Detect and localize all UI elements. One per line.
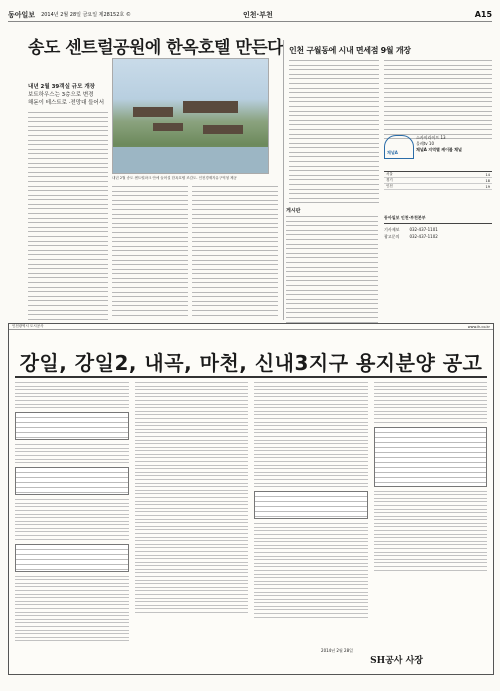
subheads	[28, 84, 110, 108]
channel-logo-label: 채널A	[387, 150, 398, 155]
main-headline: 송도 센트럴공원에 한옥호텔 만든다	[28, 38, 284, 58]
page-number: A15	[474, 10, 493, 19]
subhead-3: 해돋이 테스트로 ·전망대 들어서	[28, 100, 105, 106]
ad-column	[254, 382, 368, 644]
channel-table	[384, 171, 492, 190]
dateline: 2014년 2월 28일 금요일 제28152호 ©	[41, 12, 131, 18]
ad-column	[135, 382, 249, 644]
ad-column	[374, 382, 488, 644]
ad-top-bar	[9, 324, 493, 330]
right-article-body-1	[289, 60, 379, 207]
ad-body	[15, 382, 487, 644]
ad-table	[15, 544, 129, 572]
subhead-2: 보트하우스는 3층으로 변경	[28, 92, 94, 98]
ad-column	[15, 382, 129, 644]
ad-top-left: 인천광역시 도시공사	[12, 324, 44, 328]
ad-table	[15, 467, 129, 495]
contact-box	[384, 215, 492, 240]
table-row: 경기 18	[386, 178, 490, 183]
article-body-middle-2	[192, 186, 278, 319]
land-sale-advertisement	[8, 323, 494, 675]
channel-item: 채널A 지역별 케이블 채널	[416, 147, 462, 152]
newspaper-brand: 동아일보	[8, 9, 36, 19]
contact-title: 동아일보 인천·부천본부	[384, 215, 492, 224]
ad-table	[15, 412, 129, 440]
notice-title: 게시판	[286, 208, 301, 214]
table-row: 서울 14	[386, 172, 490, 177]
table-row: 인천 19	[386, 184, 490, 189]
right-headline: 인천 구월동에 시내 면세점 9월 개장	[289, 46, 411, 55]
contact-row: 기사제보 032-437-1101	[384, 227, 438, 232]
section-name: 인천·부천	[243, 10, 273, 19]
ad-top-right: www.ih.co.kr	[467, 324, 490, 329]
article-body-middle-1	[112, 186, 188, 319]
hotel-photo	[112, 58, 269, 174]
ad-rule	[15, 376, 487, 378]
subhead-1: 내년 2월 39객실 규모 개장	[28, 84, 95, 90]
page-header	[8, 8, 492, 22]
ad-signature: SH공사 사장	[370, 656, 423, 666]
channel-item: 스카이라이프 13	[416, 135, 446, 140]
ad-title: 강일, 강일2, 내곡, 마천, 신내3지구 용지분양 공고	[19, 351, 483, 375]
ad-table	[374, 427, 488, 487]
article-body-left	[28, 112, 108, 333]
column-rule	[283, 40, 284, 320]
channel-list	[416, 135, 492, 153]
ad-table	[254, 491, 368, 519]
ad-date: 2014년 2월 28일	[321, 648, 353, 653]
sidebar	[384, 135, 492, 305]
right-article-body-2	[384, 60, 492, 143]
notice-body	[286, 216, 378, 326]
channel-logo	[384, 135, 414, 159]
contact-row: 광고문의 032-437-1102	[384, 234, 438, 239]
photo-caption: 내년 2월 송도 센트럴파크 안에 들어설 한옥호텔 조감도. 인천경제자유구역청 제공	[112, 176, 237, 180]
channel-item: 올레tv 10	[416, 141, 435, 146]
